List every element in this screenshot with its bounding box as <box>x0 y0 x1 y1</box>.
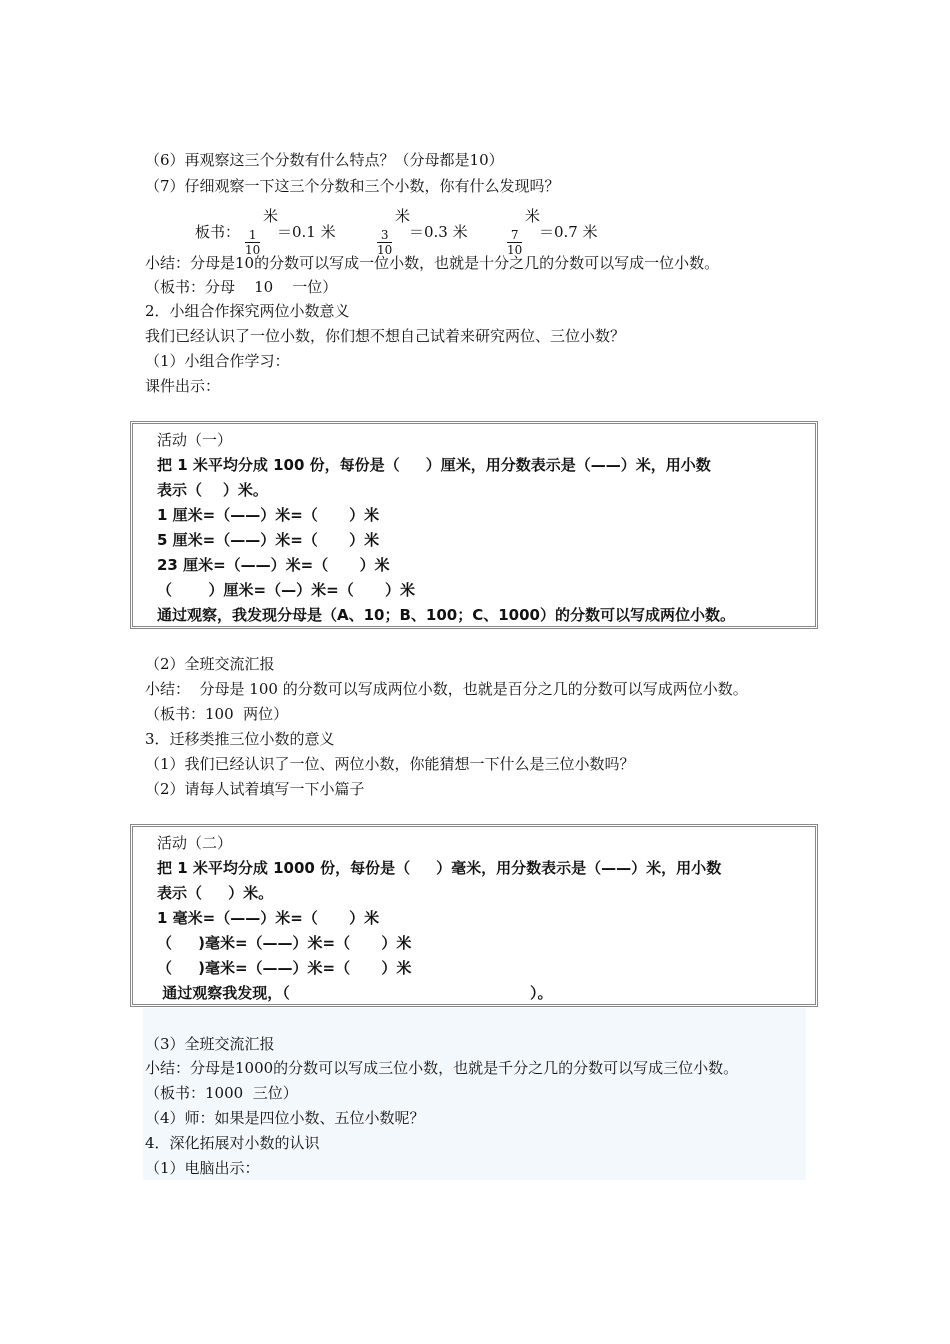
section-heading: 3．迁移类推三位小数的意义 <box>145 730 335 748</box>
summary-line: 小结： 分母是 100 的分数可以写成两位小数，也就是百分之几的分数可以写成两位小数。 <box>145 680 748 698</box>
board-fractions <box>195 205 598 257</box>
activity-line: 23 厘米=（——）米=（ ）米 <box>157 556 390 574</box>
activity-line: 1 毫米=（——）米=（ ）米 <box>157 909 380 927</box>
unit-mark: 米 <box>395 207 411 225</box>
activity-line: 把 1 米平均分成 1000 份，每份是（ ）毫米，用分数表示是（——）米，用小数 <box>157 859 722 877</box>
section-heading: 2．小组合作探究两位小数意义 <box>145 302 350 320</box>
text-line: 我们已经认识了一位小数，你们想不想自己试着来研究两位、三位小数？ <box>145 327 626 345</box>
activity-title: 活动（一） <box>157 431 233 449</box>
unit-mark: 米 <box>263 207 279 225</box>
text-line: 课件出示： <box>145 377 221 395</box>
text-line: （2）请每人试着填写一下小篇子 <box>145 780 365 798</box>
fraction: 7 10 <box>507 228 523 257</box>
activity-line: （ )毫米=（——）米=（ ）米 <box>157 934 412 952</box>
text-line: （7）仔细观察一下这三个分数和三个小数，你有什么发现吗？ <box>145 177 560 195</box>
activity-line: （ )毫米=（——）米=（ ）米 <box>157 959 412 977</box>
summary-line: 小结：分母是10的分数可以写成一位小数，也就是十分之几的分数可以写成一位小数。 <box>145 254 720 272</box>
fraction: 1 10 <box>245 228 261 257</box>
text-line: （1）电脑出示： <box>145 1159 260 1177</box>
activity-box-2 <box>130 824 818 1007</box>
activity-line: 表示（ ）米。 <box>157 884 274 902</box>
activity-line: 通过观察，我发现分母是（A、10；B、100；C、1000）的分数可以写成两位小数。 <box>157 606 735 624</box>
decimal-value: ＝0.3 米 <box>409 223 468 241</box>
activity-line: 通过观察我发现，（ ）。 <box>157 984 553 1002</box>
activity-line: 1 厘米=（——）米=（ ）米 <box>157 506 380 524</box>
unit-mark: 米 <box>525 207 541 225</box>
text-line: （3）全班交流汇报 <box>145 1035 275 1053</box>
board-note: （板书：100 两位） <box>145 705 289 723</box>
text-line: （2）全班交流汇报 <box>145 655 275 673</box>
activity-line: 把 1 米平均分成 100 份，每份是（ ）厘米，用分数表示是（——）米，用小数 <box>157 456 711 474</box>
activity-title: 活动（二） <box>157 834 233 852</box>
text-line: （4）师：如果是四位小数、五位小数呢？ <box>145 1109 425 1127</box>
text-line: （1）我们已经认识了一位、两位小数，你能猜想一下什么是三位小数吗？ <box>145 755 635 773</box>
decimal-value: ＝0.1 米 <box>277 223 336 241</box>
section-heading: 4．深化拓展对小数的认识 <box>145 1134 320 1152</box>
board-note: （板书：1000 三位） <box>145 1084 298 1102</box>
activity-box-1 <box>130 421 818 629</box>
board-label: 板书： <box>195 223 241 241</box>
activity-line: （ ）厘米=（—）米=（ ）米 <box>157 581 416 599</box>
text-line: （1）小组合作学习： <box>145 352 290 370</box>
activity-line: 表示（ ）米。 <box>157 481 268 499</box>
decimal-value: ＝0.7 米 <box>539 223 598 241</box>
summary-line: 小结：分母是1000的分数可以写成三位小数，也就是千分之几的分数可以写成三位小数。 <box>145 1059 739 1077</box>
text-line: （6）再观察这三个分数有什么特点？（分母都是10） <box>145 151 504 169</box>
fraction: 3 10 <box>377 228 393 257</box>
activity-line: 5 厘米=（——）米=（ ）米 <box>157 531 380 549</box>
board-note: （板书：分母 10 一位） <box>145 278 338 296</box>
